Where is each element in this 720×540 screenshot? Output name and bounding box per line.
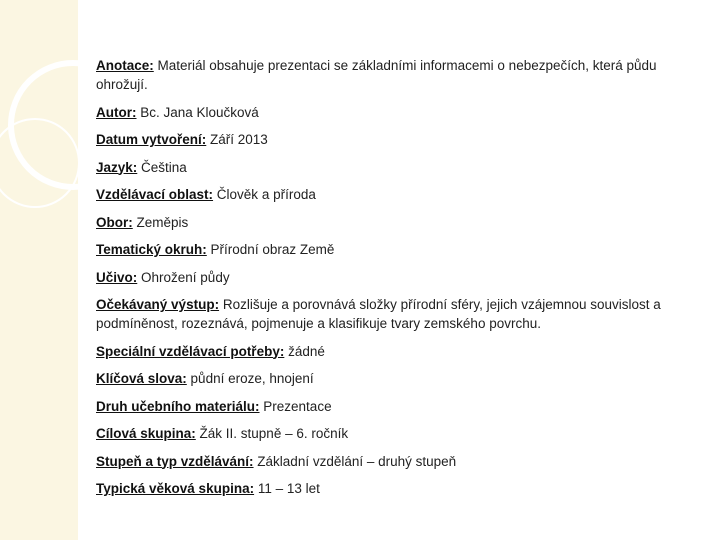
education-level-value: Základní vzdělání – druhý stupeň: [253, 453, 457, 469]
topic-value: Přírodní obraz Země: [206, 242, 335, 257]
age-group-value: 11 – 13 let: [254, 481, 320, 496]
curriculum-label: Učivo:: [96, 269, 138, 285]
educational-area-value: Člověk a příroda: [213, 187, 316, 202]
metadata-age-group: [96, 479, 696, 498]
topic-label: Tematický okruh:: [96, 242, 207, 257]
curriculum-value: Ohrožení půdy: [137, 269, 230, 285]
author-label: Autor:: [96, 104, 137, 120]
decorative-ring: [0, 118, 80, 208]
keywords-value: půdní eroze, hnojení: [186, 371, 314, 386]
expected-outcome-label: Očekávaný výstup:: [96, 297, 220, 312]
target-group-label: Cílová skupina:: [96, 426, 196, 441]
expected-outcome-value: Rozlišuje a porovnává složky přírodní sféry, jejich vzájemnou souvislost a podmíněnost, rozeznává, pojmenuje a klasifikuje tvary zemského povrchu.: [96, 297, 661, 331]
metadata-author: [96, 103, 696, 122]
metadata-education-level: [96, 452, 696, 471]
field-value: Zeměpis: [132, 214, 189, 230]
metadata-keywords: [96, 369, 696, 388]
target-group-value: Žák II. stupně – 6. ročník: [195, 426, 349, 441]
metadata-date: [96, 130, 696, 149]
decorative-side-panel: [0, 0, 78, 540]
field-label: Obor:: [96, 214, 133, 230]
metadata-list: [96, 56, 696, 507]
language-label: Jazyk:: [96, 159, 138, 175]
educational-area-label: Vzdělávací oblast:: [96, 187, 214, 202]
metadata-educational-area: [96, 185, 696, 204]
keywords-label: Klíčová slova:: [96, 371, 187, 386]
metadata-language: [96, 158, 696, 177]
metadata-expected-outcome: [96, 295, 696, 333]
metadata-target-group: [96, 424, 696, 443]
material-type-value: Prezentace: [259, 398, 332, 414]
special-needs-label: Speciální vzdělávací potřeby:: [96, 343, 285, 359]
education-level-label: Stupeň a typ vzdělávání:: [96, 453, 254, 469]
metadata-field: [96, 213, 696, 232]
metadata-annotation: [96, 56, 696, 94]
author-value: Bc. Jana Kloučková: [136, 104, 259, 120]
date-value: Září 2013: [206, 132, 268, 147]
material-type-label: Druh učebního materiálu:: [96, 398, 260, 414]
date-label: Datum vytvoření:: [96, 132, 207, 147]
language-value: Čeština: [137, 159, 187, 175]
metadata-curriculum: [96, 268, 696, 287]
metadata-special-needs: [96, 342, 696, 361]
annotation-value: Materiál obsahuje prezentaci se základními informacemi o nebezpečích, která půdu ohrožují.: [96, 58, 657, 92]
metadata-material-type: [96, 397, 696, 416]
special-needs-value: žádné: [284, 343, 325, 359]
age-group-label: Typická věková skupina:: [96, 481, 255, 496]
annotation-label: Anotace:: [96, 58, 154, 73]
metadata-topic: [96, 240, 696, 259]
